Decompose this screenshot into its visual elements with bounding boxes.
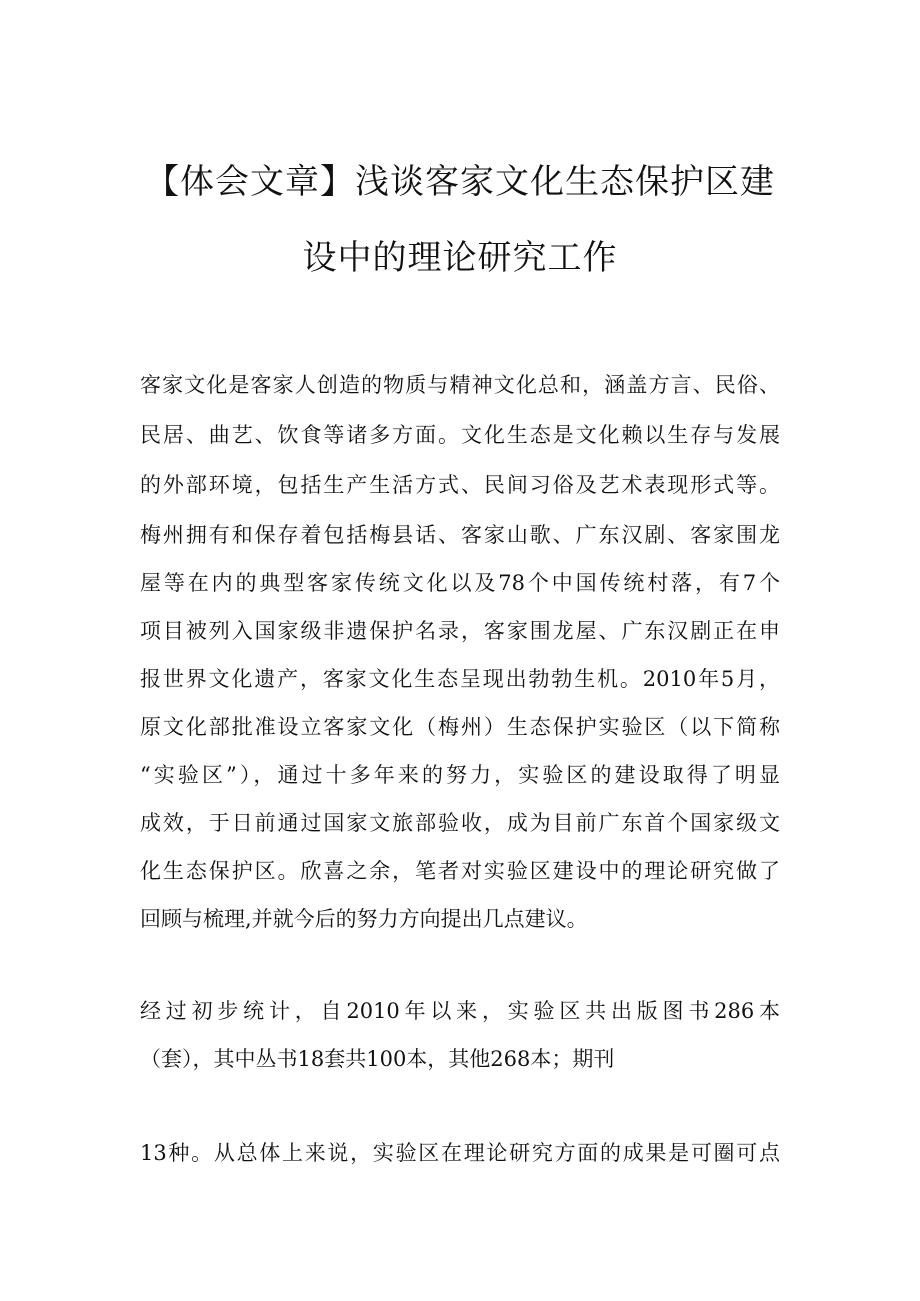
paragraph-1-line: “实验区”），通过十多年来的努力，实验区的建设取得了明显 <box>140 763 780 787</box>
paragraph-1-line: 化生态保护区。欣喜之余，笔者对实验区建设中的理论研究做了 <box>140 859 780 883</box>
paragraph-1-line: 民居、曲艺、饮食等诸多方面。文化生态是文化赖以生存与发展 <box>140 423 780 447</box>
paragraph-1-line: 原文化部批准设立客家文化（梅州）生态保护实验区（以下简称 <box>140 715 780 739</box>
document-title-line-2: 设中的理论研究工作 <box>302 238 618 278</box>
paragraph-3-line: 13种。从总体上来说，实验区在理论研究方面的成果是可圈可点 <box>140 1141 780 1165</box>
paragraph-1-line: 客家文化是客家人创造的物质与精神文化总和，涵盖方言、民俗、 <box>140 373 780 397</box>
paragraph-1-line: 报世界文化遗产，客家文化生态呈现出勃勃生机。2010年5月， <box>140 667 780 691</box>
document-title-line-1: 【体会文章】浅谈客家文化生态保护区建 <box>145 162 775 202</box>
paragraph-1-line: 项目被列入国家级非遗保护名录，客家围龙屋、广东汉剧正在申 <box>140 619 780 643</box>
paragraph-1-line: 屋等在内的典型客家传统文化以及78个中国传统村落，有7个 <box>140 571 780 595</box>
paragraph-1-line: 回顾与梳理,并就今后的努力方向提出几点建议。 <box>140 907 588 931</box>
paragraph-1-line: 梅州拥有和保存着包括梅县话、客家山歌、广东汉剧、客家围龙 <box>140 523 780 547</box>
paragraph-1-line: 的外部环境，包括生产生活方式、民间习俗及艺术表现形式等。 <box>140 473 780 497</box>
paragraph-1-line: 成效，于日前通过国家文旅部验收，成为目前广东首个国家级文 <box>140 811 780 835</box>
paragraph-2-line: 经过初步统计，自2010年以来，实验区共出版图书286本 <box>140 999 780 1023</box>
paragraph-2-line: （套），其中丛书18套共100本，其他268本；期刊 <box>140 1047 615 1071</box>
